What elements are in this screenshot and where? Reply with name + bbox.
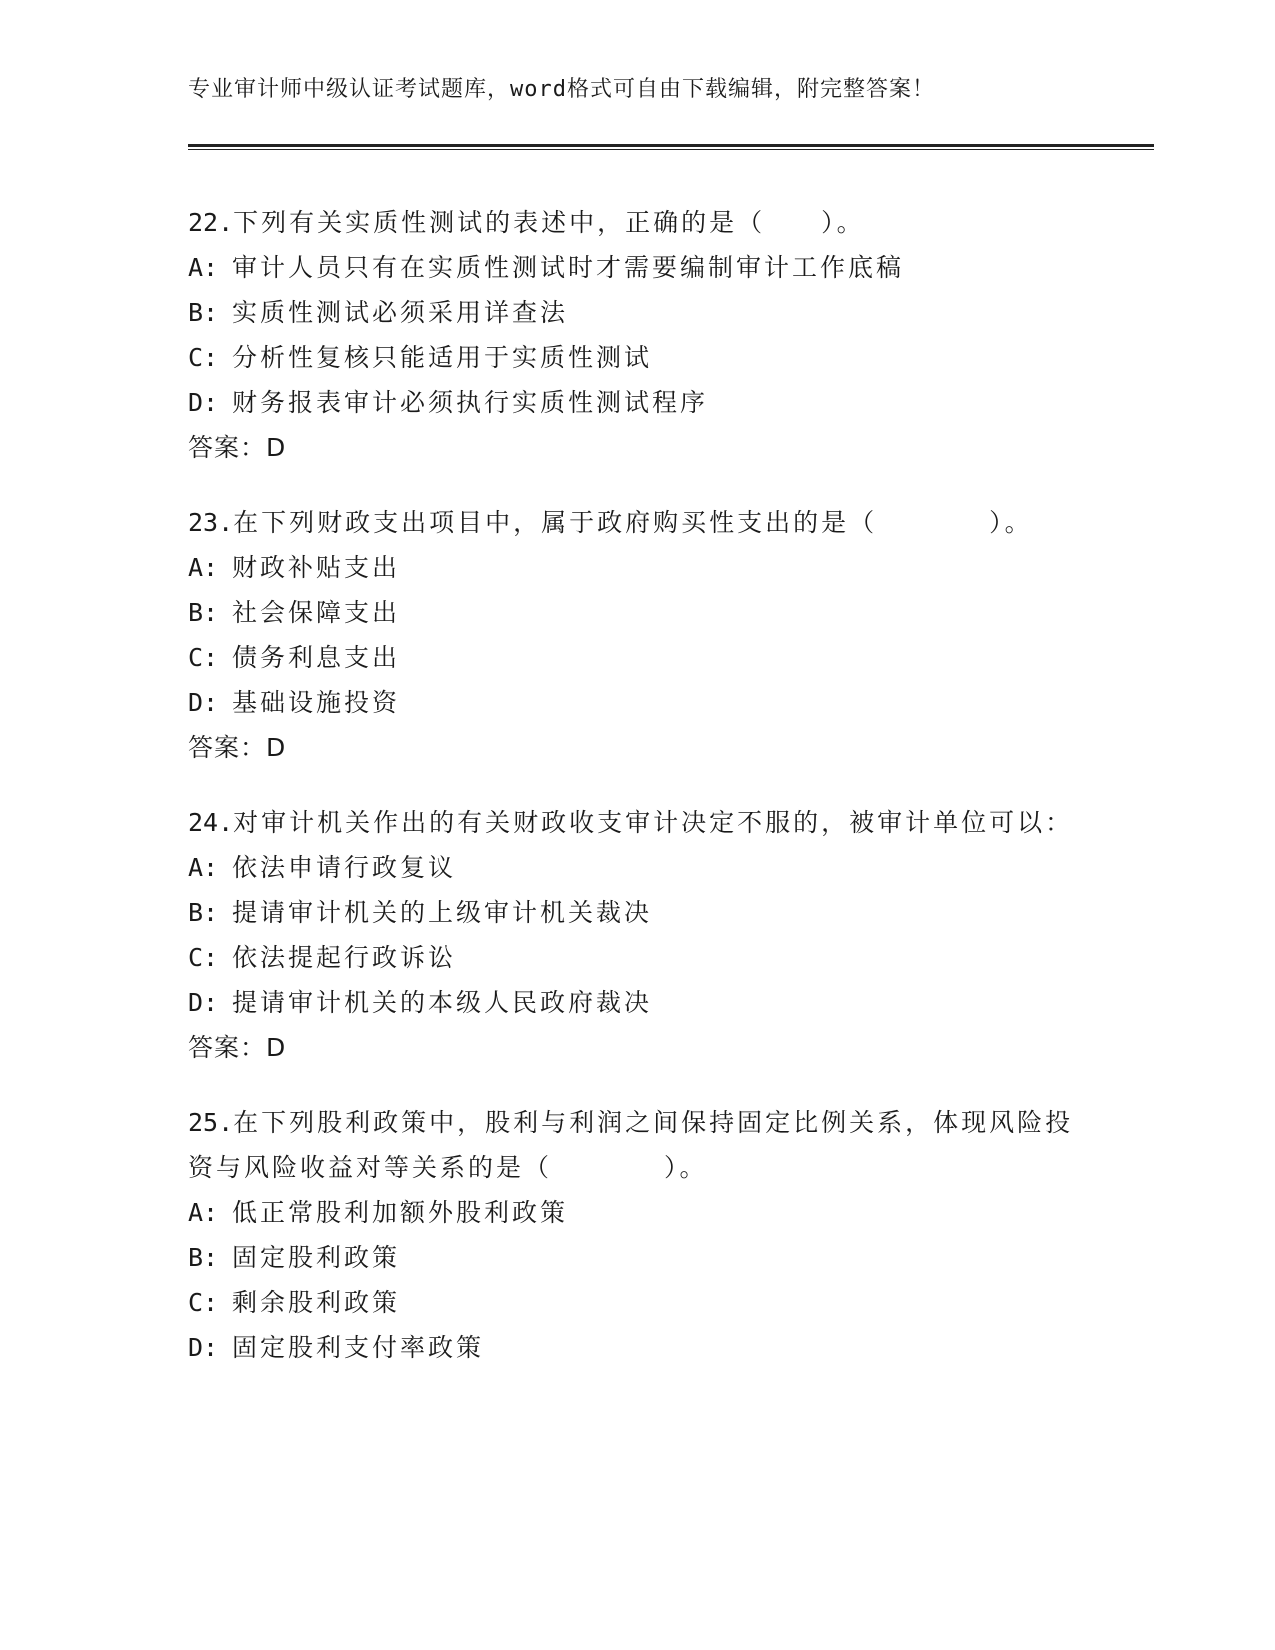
- option-d: [188, 680, 1088, 725]
- option-key: C:: [188, 943, 219, 972]
- option-text: 提请审计机关的本级人民政府裁决: [232, 988, 653, 1017]
- option-b: [188, 1235, 1088, 1280]
- option-key: C:: [188, 643, 219, 672]
- option-key: B:: [188, 298, 219, 327]
- question-number: 25.: [188, 1108, 234, 1137]
- option-text: 固定股利政策: [232, 1243, 401, 1272]
- question-22: [188, 200, 1088, 470]
- option-key: D:: [188, 388, 219, 417]
- option-text: 提请审计机关的上级审计机关裁决: [232, 898, 653, 927]
- option-key: C:: [188, 1288, 219, 1317]
- option-text: 实质性测试必须采用详查法: [232, 298, 569, 327]
- option-d: [188, 980, 1088, 1025]
- option-key: B:: [188, 1243, 219, 1272]
- question-number: 23.: [188, 508, 234, 537]
- question-23: [188, 500, 1088, 770]
- option-key: B:: [188, 898, 219, 927]
- option-text: 财务报表审计必须执行实质性测试程序: [232, 388, 709, 417]
- question-stem: [188, 200, 1088, 245]
- option-text: 低正常股利加额外股利政策: [232, 1198, 569, 1227]
- option-text: 社会保障支出: [232, 598, 401, 627]
- option-c: [188, 1280, 1088, 1325]
- question-text: 在下列财政支出项目中，属于政府购买性支出的是（ ）。: [233, 508, 1033, 537]
- option-b: [188, 290, 1088, 335]
- option-text: 财政补贴支出: [232, 553, 401, 582]
- option-c: [188, 935, 1088, 980]
- option-text: 依法提起行政诉讼: [232, 943, 457, 972]
- option-c: [188, 335, 1088, 380]
- option-text: 依法申请行政复议: [232, 853, 457, 882]
- option-c: [188, 635, 1088, 680]
- question-number: 24.: [188, 808, 234, 837]
- question-24: [188, 800, 1088, 1070]
- answer-line: 答案：D: [188, 733, 287, 762]
- question-25: [188, 1100, 1088, 1370]
- option-text: 固定股利支付率政策: [232, 1333, 485, 1362]
- question-text: 下列有关实质性测试的表述中，正确的是（ ）。: [233, 208, 865, 237]
- question-stem: [188, 500, 1088, 545]
- option-text: 审计人员只有在实质性测试时才需要编制审计工作底稿: [232, 253, 905, 282]
- question-text: 对审计机关作出的有关财政收支审计决定不服的，被审计单位可以：: [233, 808, 1074, 837]
- option-a: [188, 245, 1088, 290]
- option-a: [188, 845, 1088, 890]
- option-key: A:: [188, 853, 219, 882]
- question-stem: [188, 1100, 1088, 1190]
- option-key: D:: [188, 688, 219, 717]
- option-a: [188, 545, 1088, 590]
- option-text: 基础设施投资: [232, 688, 401, 717]
- option-key: D:: [188, 1333, 219, 1362]
- option-key: A:: [188, 553, 219, 582]
- header-text: 专业审计师中级认证考试题库，word格式可自由下载编辑，附完整答案！: [188, 77, 935, 102]
- answer-line: 答案：D: [188, 1033, 287, 1062]
- option-text: 分析性复核只能适用于实质性测试: [232, 343, 653, 372]
- option-b: [188, 590, 1088, 635]
- answer-line: 答案：D: [188, 433, 287, 462]
- option-text: 剩余股利政策: [232, 1288, 401, 1317]
- question-list: [188, 200, 1088, 1400]
- option-d: [188, 1325, 1088, 1370]
- option-text: 债务利息支出: [232, 643, 401, 672]
- option-key: A:: [188, 1198, 219, 1227]
- question-number: 22.: [188, 208, 234, 237]
- option-key: C:: [188, 343, 219, 372]
- option-key: B:: [188, 598, 219, 627]
- question-text: 在下列股利政策中，股利与利润之间保持固定比例关系，体现风险投资与风险收益对等关系的是（ ）。: [188, 1108, 1074, 1182]
- question-stem: [188, 800, 1088, 845]
- option-a: [188, 1190, 1088, 1235]
- option-b: [188, 890, 1088, 935]
- option-key: A:: [188, 253, 219, 282]
- page-header: [188, 74, 1148, 106]
- option-key: D:: [188, 988, 219, 1017]
- header-divider: [188, 144, 1154, 150]
- option-d: [188, 380, 1088, 425]
